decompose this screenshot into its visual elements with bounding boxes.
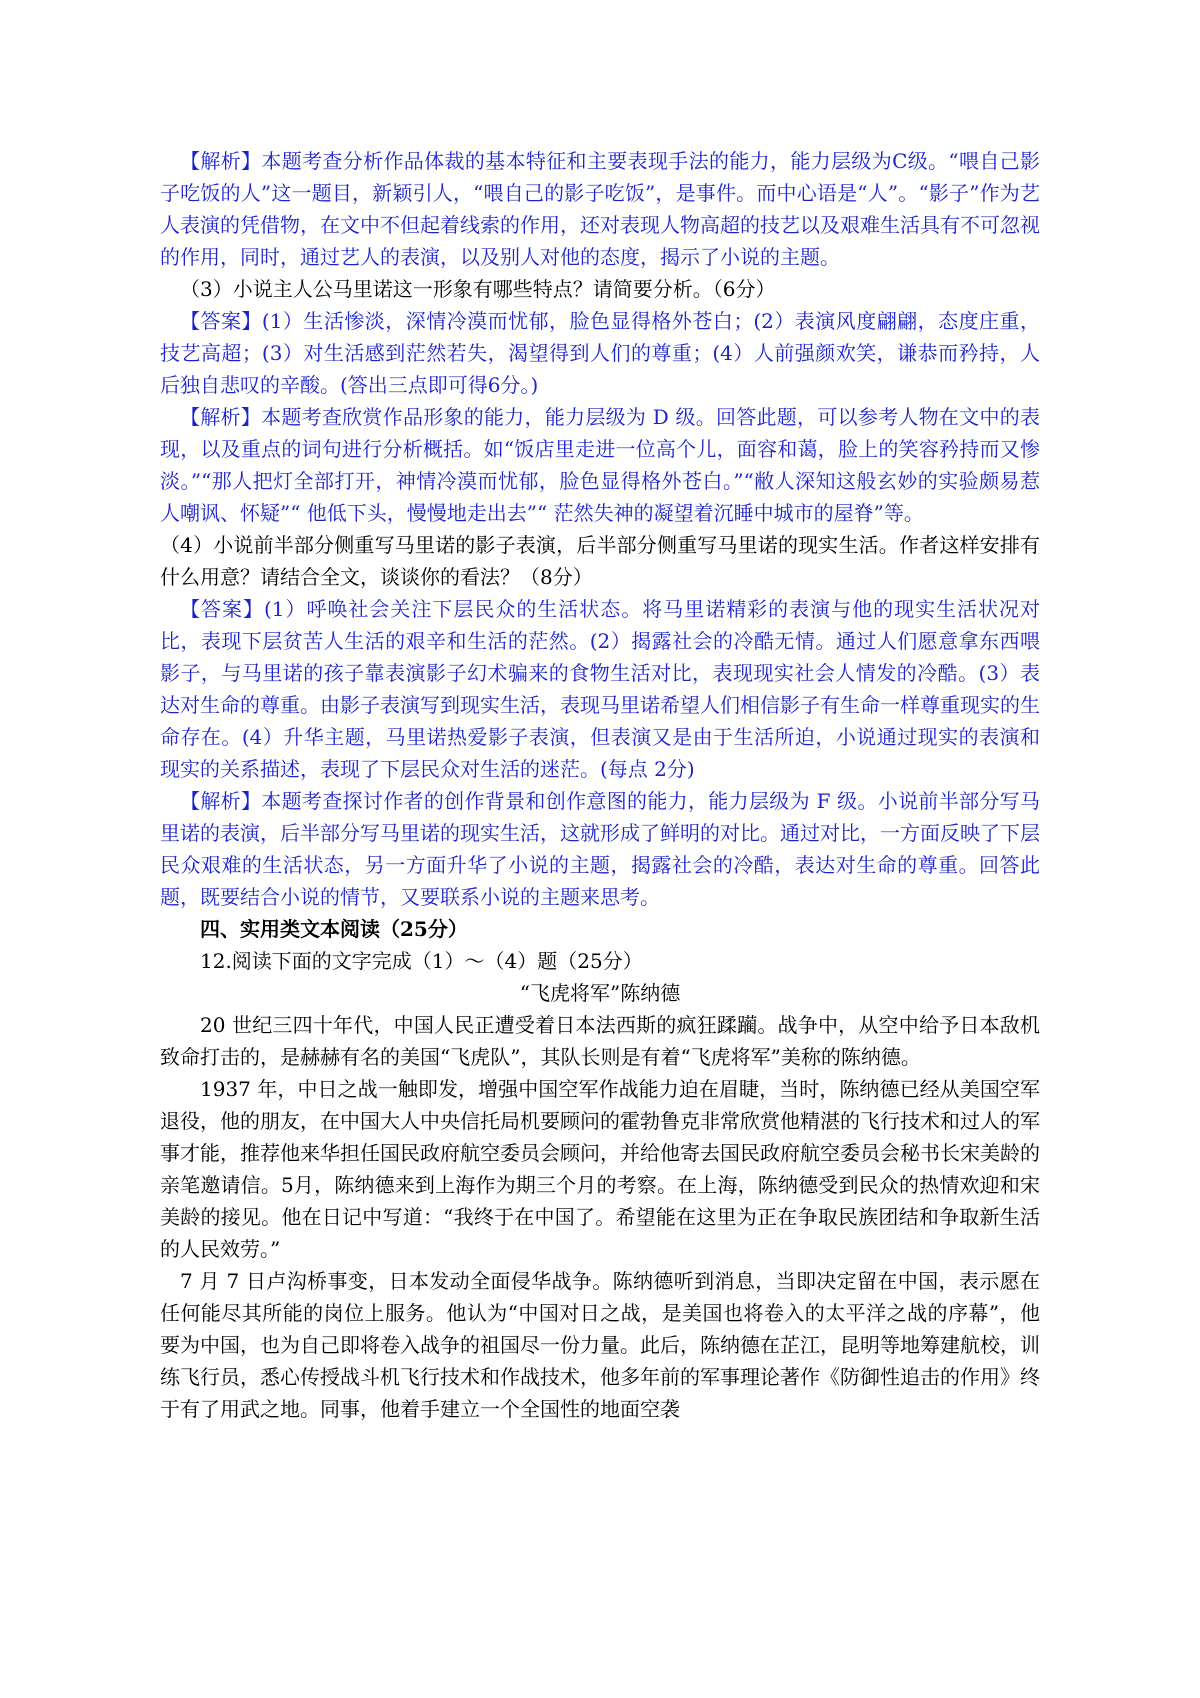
analysis-text: 本题考查探讨作者的创作背景和创作意图的能力，能力层级为 F 级。小说前半部分写马里诺的表演，后半部分写马里诺的现实生活，这就形成了鲜明的对比。通过对比，一方面反映了下层民众艰难的生活状态，另一方面升华了小说的主题，揭露社会的冷酷，表达对生命的尊重。回答此题，既要结合小说的情节，又要联系小说的主题来思考。 xyxy=(160,789,1041,909)
analysis-q2 xyxy=(160,145,1040,273)
answer-tag: 【答案】 xyxy=(180,309,262,333)
article-paragraph: 20 世纪三四十年代，中国人民正遭受着日本法西斯的疯狂蹂躏。战争中，从空中给予日本敌机致命打击的，是赫赫有名的美国“飞虎队”，其队长则是有着“飞虎将军”美称的陈纳德。 xyxy=(160,1013,1040,1069)
question-3: （3）小说主人公马里诺这一形象有哪些特点？请简要分析。（6分） xyxy=(180,277,776,301)
analysis-text: 本题考查分析作品体裁的基本特征和主要表现手法的能力，能力层级为C级。“喂自己影子吃饭的人”这一题目，新颖引人，“喂自己的影子吃饭”，是事件。而中心语是“人”。“影子”作为艺人表演的凭借物，在文中不但起着线索的作用，还对表现人物高超的技艺以及艰难生活具有不可忽视的作用，同时，通过艺人的表演，以及别人对他的态度，揭示了小说的主题。 xyxy=(160,149,1041,269)
section-heading: 四、实用类文本阅读（25分） xyxy=(200,917,468,941)
answer-text: (1）生活惨淡，深情冷漠而忧郁，脸色显得格外苍白；(2）表演风度翩翩，态度庄重，技艺高超；(3）对生活感到茫然若失，渴望得到人们的尊重；(4）人前强颜欢笑，谦恭而矜持，人后独自悲叹的辛酸。(答出三点即可得6分。) xyxy=(160,309,1041,397)
analysis-tag: 【解析】 xyxy=(180,405,262,429)
answer-q4 xyxy=(160,593,1040,785)
question-4: （4）小说前半部分侧重写马里诺的影子表演，后半部分侧重写马里诺的现实生活。作者这样安排有什么用意？请结合全文，谈谈你的看法？（8分） xyxy=(160,533,1040,589)
answer-q3 xyxy=(160,305,1040,401)
analysis-q3 xyxy=(160,401,1040,529)
analysis-tag: 【解析】 xyxy=(180,149,262,173)
article-title: “飞虎将军”陈纳德 xyxy=(519,981,681,1005)
analysis-q4 xyxy=(160,785,1040,913)
analysis-tag: 【解析】 xyxy=(180,789,262,813)
article-paragraph: 7 月 7 日卢沟桥事变，日本发动全面侵华战争。陈纳德听到消息，当即决定留在中国，表示愿在任何能尽其所能的岗位上服务。他认为“中国对日之战，是美国也将卷入的太平洋之战的序幕”，他要为中国，也为自己即将卷入战争的祖国尽一份力量。此后，陈纳德在芷江，昆明等地筹建航校，训练飞行员，悉心传授战斗机飞行技术和作战技术，他多年前的军事理论著作《防御性追击的作用》终于有了用武之地。同事，他着手建立一个全国性的地面空袭 xyxy=(160,1269,1040,1421)
answer-tag: 【答案】 xyxy=(180,597,264,621)
answer-text: (1）呼唤社会关注下层民众的生活状态。将马里诺精彩的表演与他的现实生活状况对比，表现下层贫苦人生活的艰辛和生活的茫然。(2）揭露社会的冷酷无情。通过人们愿意拿东西喂影子，与马里诺的孩子靠表演影子幻术骗来的食物生活对比，表现现实社会人情发的冷酷。(3）表达对生命的尊重。由影子表演写到现实生活，表现马里诺希望人们相信影子有生命一样尊重现实的生命存在。(4）升华主题，马里诺热爱影子表演，但表演又是由于生活所迫，小说通过现实的表演和现实的关系描述，表现了下层民众对生活的迷茫。(每点 2分) xyxy=(160,597,1041,781)
analysis-text: 本题考查欣赏作品形象的能力，能力层级为 D 级。回答此题，可以参考人物在文中的表现，以及重点的词句进行分析概括。如“饭店里走进一位高个儿，面容和蔼，脸上的笑容矜持而又惨淡。”“那人把灯全部打开，神情冷漠而忧郁，脸色显得格外苍白。”“敝人深知这般玄妙的实验颇易惹人嘲讽、怀疑”“ 他低下头，慢慢地走出去”“ 茫然失神的凝望着沉睡中城市的屋脊”等。 xyxy=(160,405,1041,525)
article-paragraph: 1937 年，中日之战一触即发，增强中国空军作战能力迫在眉睫，当时，陈纳德已经从美国空军退役，他的朋友，在中国大人中央信托局机要顾问的霍勃鲁克非常欣赏他精湛的飞行技术和过人的军事才能，推荐他来华担任国民政府航空委员会顾问，并给他寄去国民政府航空委员会秘书长宋美龄的亲笔邀请信。5月，陈纳德来到上海作为期三个月的考察。在上海，陈纳德受到民众的热情欢迎和宋美龄的接见。他在日记中写道：“我终于在中国了。希望能在这里为正在争取民族团结和争取新生活的人民效劳。” xyxy=(160,1077,1040,1261)
question-12: 12.阅读下面的文字完成（1）～（4）题（25分） xyxy=(200,949,643,973)
